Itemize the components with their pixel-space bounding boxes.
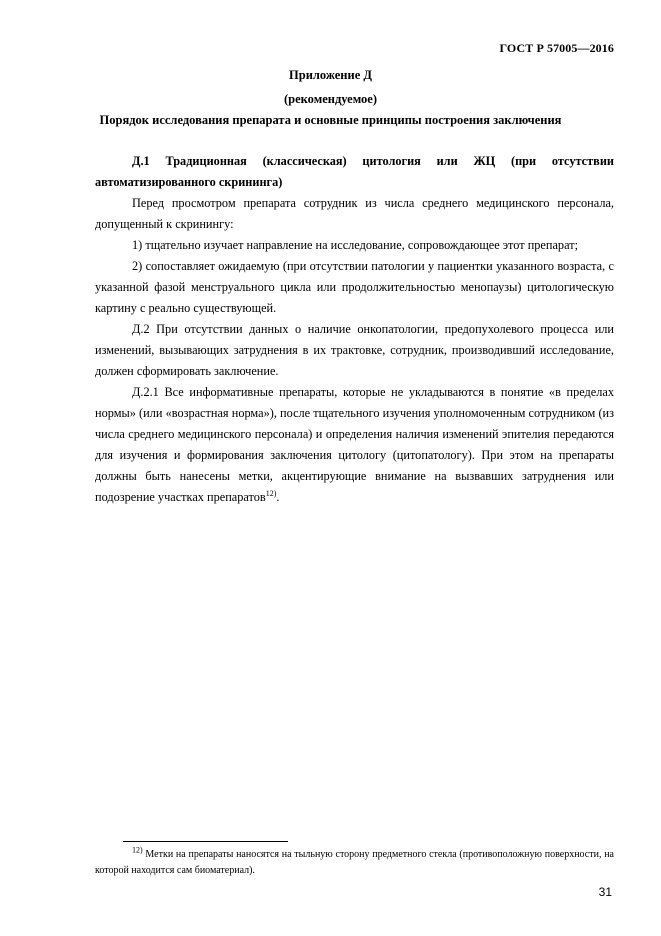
standard-code: ГОСТ Р 57005—2016 — [499, 41, 614, 55]
page-number: 31 — [598, 885, 612, 899]
section-d2: Д.2 При отсутствии данных о наличие онкопатологии, предопухолевого процесса или изменений, вызывающих затруднения в их трактовке, сотрудник, производивший исследование, должен сформировать заключение. — [95, 322, 614, 378]
section-d1-item2: 2) сопоставляет ожидаемую (при отсутствии патологии у пациентки указанного возраста, с указанной фазой менструального цикла или продолжительностью менопаузы) цитологическую картину с реально существующей. — [95, 259, 614, 315]
section-d1-heading: Д.1 Традиционная (классическая) цитология или ЖЦ (при отсутствии автоматизированного скрининга) — [95, 154, 614, 189]
footnote — [95, 847, 614, 879]
footnote-number: 12) — [132, 845, 143, 855]
footnote-separator — [123, 841, 288, 842]
section-d1-item1: 1) тщательно изучает направление на исследование, сопровождающее этот препарат; — [132, 238, 579, 252]
footnote-text: Метки на препараты наносятся на тыльную сторону предметного стекла (противоположную поверхности, на которой находится сам биоматериал). — [95, 849, 614, 876]
section-d21-end: . — [276, 490, 280, 504]
section-d21-text: Д.2.1 Все информативные препараты, которые не укладываются в понятие «в пределах нормы» (или «возрастная норма»), после тщательного изучения уполномоченным сотрудником (из числа среднего медицинского персонала) и определения наличия изменений эпителия передаются для изучения и формирования заключения цитологу (цитопатологу). При этом на препараты должны быть нанесены метки, акцентирующие внимание на вызвавших затруднения или подозрение участках препаратов — [95, 385, 614, 504]
appendix-status: (рекомендуемое) — [283, 92, 378, 106]
appendix-title: Приложение Д — [289, 68, 372, 82]
footnote-reference: 12) — [265, 488, 277, 498]
section-d1-intro: Перед просмотром препарата сотрудник из числа среднего медицинского персонала, допущенный к скринингу: — [95, 196, 614, 231]
body-text — [95, 151, 614, 508]
appendix-subtitle: Порядок исследования препарата и основные принципы построения заключения — [99, 113, 562, 127]
section-d21 — [95, 382, 614, 508]
